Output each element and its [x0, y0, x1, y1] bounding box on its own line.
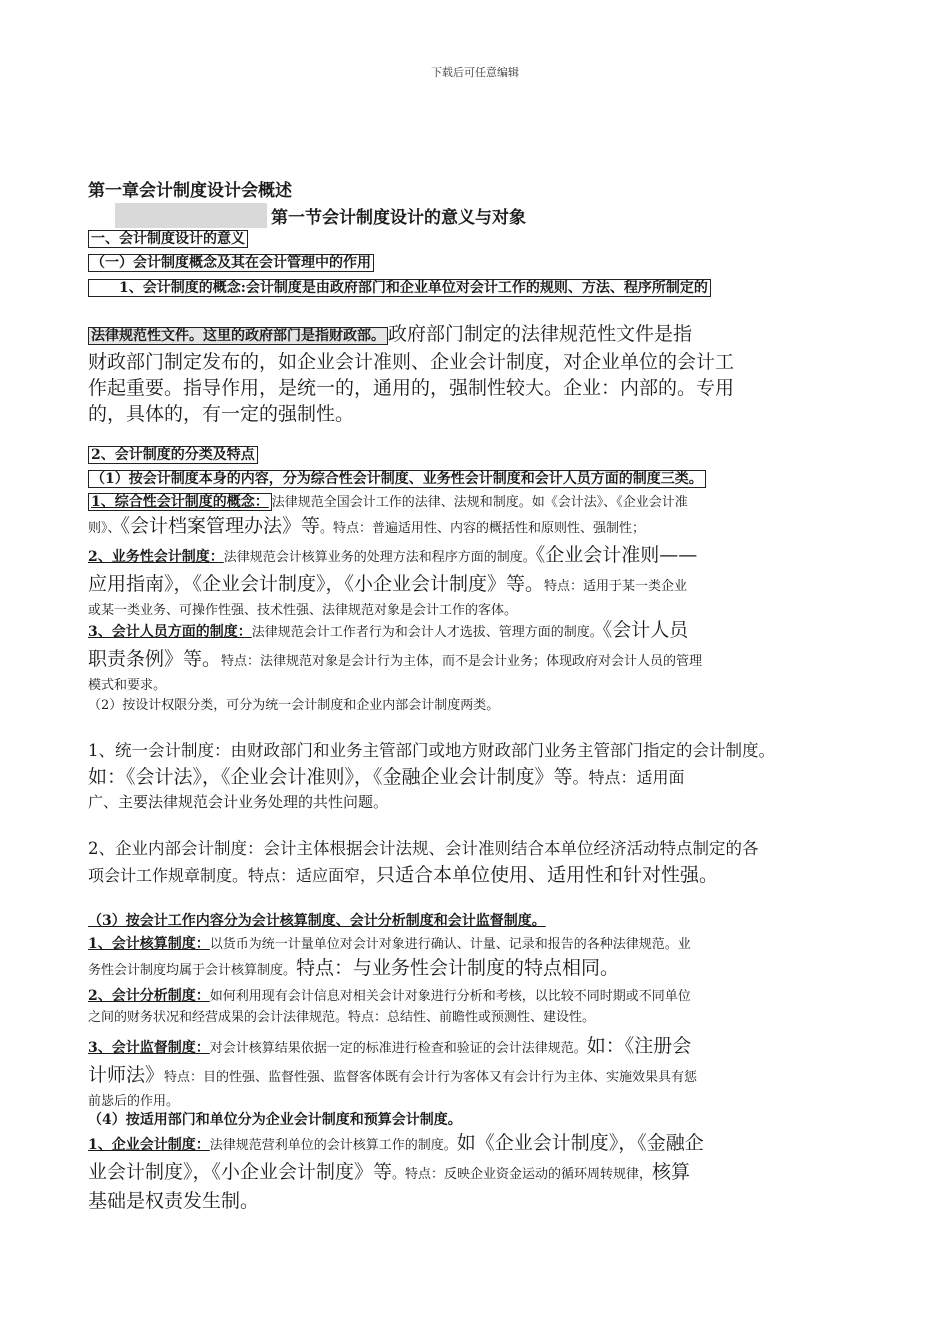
heading-2-text: 2、会计制度的分类及特点 — [88, 446, 258, 464]
item-enterprise-text-2b: 。特点：反映企业资金运动的循环周转规律， — [392, 1167, 653, 1182]
heading-2-4: （4）按适用部门和单位分为企业会计制度和预算会计制度。 — [88, 1112, 462, 1128]
item-accounting-text-2a: 务性会计制度均属于会计核算制度。 — [88, 963, 297, 978]
chapter-title: 第一章会计制度设计会概述 — [88, 181, 292, 201]
item-supervision-text-3: 前毖后的作用。 — [88, 1094, 180, 1109]
item-supervision-text-1b: 如：《注册会 — [586, 1035, 692, 1057]
item-comprehensive-text-1: 法律规范全国会计工作的法律、法规和制度。如《会计法》、《企业会计准 — [271, 495, 688, 510]
concept-text-1: 政府部门制定的法律规范性文件是指 — [388, 323, 693, 345]
item-personnel-text-2a: 职责条例》等。 — [88, 648, 222, 670]
item-unified-text-2b: 。特点：适用面 — [572, 768, 685, 787]
heading-2-2: （2）按设计权限分类，可分为统一会计制度和企业内部会计制度两类。 — [88, 698, 500, 713]
item-supervision-text-1a: 对会计核算结果依据一定的标准进行检查和验证的会计法律规范。 — [209, 1041, 587, 1056]
item-business-text-3: 或某一类业务、可操作性强、技术性强、法律规范对象是会计工作的客体。 — [88, 603, 518, 618]
item-business-text-1a: 法律规范会计核算业务的处理方法和程序方面的制度。 — [223, 550, 536, 565]
item-personnel-label: 3、会计人员方面的制度： — [88, 624, 252, 640]
item-personnel-text-1b: 《会计人员 — [602, 619, 689, 641]
heading-2 — [88, 444, 868, 464]
heading-1-text: 一、会计制度设计的意义 — [88, 230, 248, 248]
item-personnel-text-1a: 法律规范会计工作者行为和会计人才选拔、管理方面的制度。 — [251, 625, 603, 640]
item-enterprise-text-1b: 如《企业会计制度》，《金融企 — [456, 1132, 704, 1154]
item-business — [88, 542, 868, 621]
item-comprehensive-text-2c: 。特点：普遍适用性、内容的概括性和原则性、强制性； — [320, 521, 646, 536]
item-unified — [88, 738, 868, 813]
item-supervision-text-2a: 计师法》 — [88, 1064, 165, 1086]
item-accounting — [88, 934, 868, 984]
section-title: 第一节会计制度设计的意义与对象 — [115, 203, 640, 228]
item-analysis-text-1: 如何利用现有会计信息对相关会计对象进行分析和考核，以比较不同时期或不同单位 — [209, 989, 691, 1004]
heading-1-1 — [88, 252, 868, 272]
item-enterprise-text-3: 基础是权责发生制。 — [88, 1190, 260, 1212]
concept-line-1 — [88, 277, 868, 297]
concept-boxed-text: 法律规范性文件。这里的政府部门是指财政部。 — [88, 327, 388, 345]
item-enterprise-text-1a: 法律规范营利单位的会计核算工作的制度。 — [209, 1138, 457, 1153]
item-internal-text-1: 2、企业内部会计制度：会计主体根据会计法规、会计准则结合本单位经济活动特点制定的各 — [88, 839, 759, 858]
item-analysis-label: 2、会计分析制度： — [88, 988, 210, 1004]
item-comprehensive — [88, 492, 868, 542]
item-internal-text-2a: 项会计工作规章制度。特点：适应面窄， — [88, 866, 377, 885]
concept-line-1-text: 1、会计制度的概念:会计制度是由政府部门和企业单位对会计工作的规则、方法、程序所制定的 — [88, 279, 711, 297]
heading-2-3: （3）按会计工作内容分为会计核算制度、会计分析制度和会计监督制度。 — [88, 913, 546, 929]
item-business-text-1b: 《企业会计准则—— — [535, 544, 698, 566]
item-enterprise — [88, 1130, 868, 1214]
item-supervision-label: 3、会计监督制度： — [88, 1040, 210, 1056]
item-analysis — [88, 986, 868, 1028]
item-unified-text-3: 广、主要法律规范会计业务处理的共性问题。 — [88, 793, 389, 811]
item-supervision — [88, 1033, 868, 1112]
item-comprehensive-label: 1、综合性会计制度的概念： — [88, 493, 272, 511]
heading-1-1-text: （一）会计制度概念及其在会计管理中的作用 — [88, 254, 374, 272]
item-comprehensive-text-2b: 《会计档案管理办法》等 — [120, 515, 321, 537]
heading-2-1-text: （1）按会计制度本身的内容，分为综合性会计制度、业务性会计制度和会计人员方面的制度三类。 — [88, 470, 706, 488]
item-accounting-text-1: 以货币为统一计量单位对会计对象进行确认、计量、记录和报告的各种法律规范。业 — [209, 937, 691, 952]
heading-2-1 — [88, 468, 868, 488]
item-unified-text-1: 1、统一会计制度：由财政部门和业务主管部门或地方财政部门业务主管部门指定的会计制度。 — [88, 741, 775, 760]
item-internal-text-2b: 只适合本单位使用、适用性和针对性强。 — [376, 864, 719, 886]
item-business-label: 2、业务性会计制度： — [88, 549, 224, 565]
heading-1 — [88, 228, 868, 248]
item-business-text-2b: 特点：适用于某一类企业 — [544, 579, 688, 594]
item-internal — [88, 836, 868, 889]
item-analysis-text-2: 之间的财务状况和经营成果的会计法律规范。特点：总结性、前瞻性或预测性、建设性。 — [88, 1010, 596, 1025]
page-header: 下载后可任意编辑 — [431, 66, 519, 79]
item-supervision-text-2b: 特点：目的性强、监督性强、监督客体既有会计行为客体又有会计行为主体、实施效果具有惩 — [164, 1070, 698, 1085]
concept-text-2: 财政部门制定发布的，如企业会计准则、企业会计制度，对企业单位的会计工 — [88, 351, 735, 373]
item-comprehensive-text-2a: 则》、 — [88, 521, 121, 536]
item-enterprise-text-2a: 业会计制度》，《小企业会计制度》等 — [88, 1161, 393, 1183]
item-unified-text-2a: 如：《会计法》，《企业会计准则》，《金融企业会计制度》等 — [88, 766, 573, 788]
item-personnel-text-3: 模式和要求。 — [88, 678, 167, 693]
item-personnel-text-2b: 特点：法律规范对象是会计行为主体，而不是会计业务；体现政府对会计人员的管理 — [221, 654, 703, 669]
item-enterprise-label: 1、企业会计制度： — [88, 1137, 210, 1153]
item-accounting-label: 1、会计核算制度： — [88, 936, 210, 952]
concept-text-3: 作起重要。指导作用，是统一的，通用的，强制性较大。企业：内部的。专用 — [88, 377, 735, 399]
concept-paragraph — [88, 321, 868, 427]
item-business-text-2a: 应用指南》，《企业会计制度》，《小企业会计制度》等。 — [88, 573, 545, 595]
item-accounting-text-2b: 特点：与业务性会计制度的特点相同。 — [296, 957, 620, 979]
concept-text-4: 的，具体的，有一定的强制性。 — [88, 403, 355, 425]
item-personnel — [88, 617, 868, 696]
item-enterprise-text-2c: 核算 — [652, 1161, 691, 1183]
